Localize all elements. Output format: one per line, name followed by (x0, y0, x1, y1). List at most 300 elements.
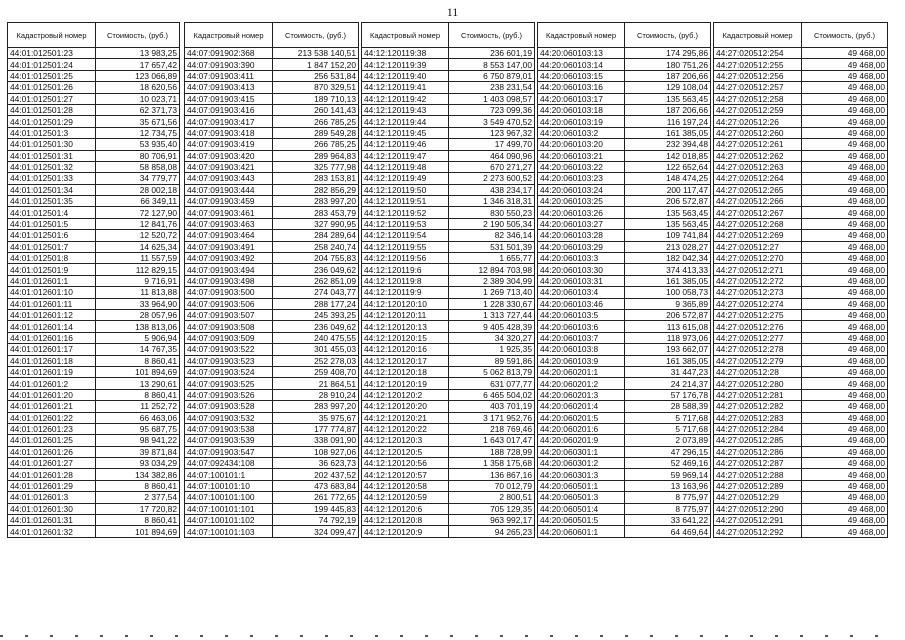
cadastral-number-cell: 44:20:060103:15 (538, 70, 625, 81)
table-row (8, 116, 180, 127)
cadastral-number-cell: 44:07:091902:368 (185, 48, 273, 59)
cadastral-number-cell: 44:12:120119:40 (362, 70, 449, 81)
table-row (538, 207, 711, 218)
footer-fragment (100, 635, 103, 637)
cadastral-number-cell: 44:01:012601:21 (8, 401, 96, 412)
cadastral-number-cell: 44:20:060501:3 (538, 492, 625, 503)
cadastral-number-cell: 44:12:120119:56 (362, 253, 449, 264)
column-header-number: Кадастровый номер (714, 23, 802, 48)
table-row (714, 184, 888, 195)
value-cell: 11 813,88 (96, 287, 180, 298)
cadastral-number-cell: 44:27:020512:275 (714, 309, 802, 320)
value-cell: 2 190 505,34 (449, 218, 535, 229)
value-cell: 206 572,87 (625, 309, 711, 320)
value-cell: 12 894 703,98 (449, 264, 535, 275)
value-cell: 57 176,78 (625, 389, 711, 400)
cadastral-number-cell: 44:27:020512:291 (714, 515, 802, 526)
table-row (362, 480, 535, 491)
cadastral-number-cell: 44:01:012601:30 (8, 503, 96, 514)
cadastral-number-cell: 44:27:020512:255 (714, 59, 802, 70)
value-cell: 1 346 318,31 (449, 196, 535, 207)
table-header-row (714, 23, 888, 48)
table-row (185, 298, 359, 309)
value-cell: 240 475,55 (273, 332, 359, 343)
cadastral-number-cell: 44:27:020512:281 (714, 389, 802, 400)
cadastral-number-cell: 44:27:020512:272 (714, 275, 802, 286)
cadastral-number-cell: 44:12:120120:8 (362, 515, 449, 526)
value-cell: 12 734,75 (96, 127, 180, 138)
value-cell: 123 066,89 (96, 70, 180, 81)
value-cell: 49 468,00 (802, 207, 888, 218)
value-cell: 49 468,00 (802, 70, 888, 81)
column-header-value: Стоимость, (руб.) (273, 23, 359, 48)
table-row (185, 196, 359, 207)
value-cell: 17 499,70 (449, 139, 535, 150)
cadastral-number-cell: 44:12:120119:6 (362, 264, 449, 275)
value-cell: 5 717,68 (625, 423, 711, 434)
value-cell: 5 062 813,79 (449, 366, 535, 377)
value-cell: 289 549,28 (273, 127, 359, 138)
table-row (362, 82, 535, 93)
table-row (538, 173, 711, 184)
value-cell: 66 349,11 (96, 196, 180, 207)
value-cell: 49 468,00 (802, 59, 888, 70)
table-row (714, 127, 888, 138)
table-row (185, 275, 359, 286)
table-row (8, 435, 180, 446)
value-cell: 49 468,00 (802, 48, 888, 59)
table-row (8, 389, 180, 400)
table-row (538, 401, 711, 412)
value-cell: 670 271,27 (449, 161, 535, 172)
value-cell: 49 468,00 (802, 287, 888, 298)
value-cell: 6 750 879,01 (449, 70, 535, 81)
cadastral-number-cell: 44:27:020512:269 (714, 230, 802, 241)
cadastral-number-cell: 44:01:012601:20 (8, 389, 96, 400)
cadastral-number-cell: 44:20:060501:1 (538, 480, 625, 491)
footer-fragment (700, 635, 703, 637)
value-cell: 218 769,46 (449, 423, 535, 434)
cadastral-number-cell: 44:01:012601:26 (8, 446, 96, 457)
table-row (362, 321, 535, 332)
cadastral-number-cell: 44:01:012501:35 (8, 196, 96, 207)
table-row (185, 378, 359, 389)
value-cell: 266 785,25 (273, 139, 359, 150)
cadastral-number-cell: 44:07:091903:526 (185, 389, 273, 400)
value-cell: 49 468,00 (802, 503, 888, 514)
cadastral-number-cell: 44:20:060103:19 (538, 116, 625, 127)
table-row (362, 298, 535, 309)
value-cell: 14 767,35 (96, 344, 180, 355)
value-cell: 72 127,90 (96, 207, 180, 218)
value-cell: 2 073,89 (625, 435, 711, 446)
table-row (8, 70, 180, 81)
table-row (362, 503, 535, 514)
value-cell: 82 346,14 (449, 230, 535, 241)
table-row (185, 48, 359, 59)
footer-fragment (875, 635, 878, 637)
value-cell: 49 468,00 (802, 196, 888, 207)
table-row (538, 480, 711, 491)
cadastral-number-cell: 44:12:120120:16 (362, 344, 449, 355)
table-row (185, 184, 359, 195)
value-cell: 301 455,03 (273, 344, 359, 355)
table-row (362, 378, 535, 389)
value-cell: 49 468,00 (802, 241, 888, 252)
cadastral-number-cell: 44:12:120120:9 (362, 526, 449, 537)
cadastral-number-cell: 44:20:060103:18 (538, 104, 625, 115)
footer-fragment (350, 635, 353, 637)
table-row (8, 127, 180, 138)
value-cell: 262 851,09 (273, 275, 359, 286)
value-cell: 3 171 952,76 (449, 412, 535, 423)
footer-fragment (425, 635, 428, 637)
value-cell: 89 591,86 (449, 355, 535, 366)
cadastral-number-cell: 44:27:020512:270 (714, 253, 802, 264)
footer-fragment (450, 635, 453, 637)
cadastral-number-cell: 44:27:020512:278 (714, 344, 802, 355)
table-row (714, 492, 888, 503)
table-row (8, 515, 180, 526)
cadastral-number-cell: 44:12:120119:51 (362, 196, 449, 207)
value-cell: 8 860,41 (96, 515, 180, 526)
value-cell: 245 393,25 (273, 309, 359, 320)
table-row (8, 82, 180, 93)
table-row (714, 389, 888, 400)
table-row (362, 515, 535, 526)
value-cell: 118 973,06 (625, 332, 711, 343)
footer-fragment (725, 635, 728, 637)
table-row (714, 116, 888, 127)
table-row (362, 423, 535, 434)
cadastral-number-cell: 44:12:120120:59 (362, 492, 449, 503)
table-row (714, 366, 888, 377)
value-cell: 94 265,23 (449, 526, 535, 537)
cadastral-number-cell: 44:07:091903:416 (185, 104, 273, 115)
table-row (714, 173, 888, 184)
cadastral-number-cell: 44:07:091903:507 (185, 309, 273, 320)
table-row (185, 230, 359, 241)
table-row (362, 173, 535, 184)
value-cell: 47 296,15 (625, 446, 711, 457)
value-cell: 631 077,77 (449, 378, 535, 389)
table-row (8, 503, 180, 514)
footer-fragment (125, 635, 128, 637)
table-row (362, 139, 535, 150)
table-row (538, 139, 711, 150)
table-row (362, 230, 535, 241)
value-cell: 53 935,40 (96, 139, 180, 150)
table-row (185, 389, 359, 400)
cadastral-number-cell: 44:20:060103:29 (538, 241, 625, 252)
value-cell: 49 468,00 (802, 446, 888, 457)
value-cell: 135 563,45 (625, 218, 711, 229)
value-cell: 116 197,24 (625, 116, 711, 127)
column-header-number: Кадастровый номер (8, 23, 96, 48)
value-cell: 236 049,62 (273, 264, 359, 275)
table-row (362, 161, 535, 172)
value-cell: 49 468,00 (802, 389, 888, 400)
table-header-row (185, 23, 359, 48)
table-row (538, 93, 711, 104)
cadastral-number-cell: 44:01:012501:34 (8, 184, 96, 195)
cadastral-number-cell: 44:07:091903:538 (185, 423, 273, 434)
footer-fragment (825, 635, 828, 637)
table-row (538, 264, 711, 275)
table-header-row (8, 23, 180, 48)
value-cell: 49 468,00 (802, 184, 888, 195)
column-header-number: Кадастровый номер (538, 23, 625, 48)
value-cell: 49 468,00 (802, 309, 888, 320)
table-row (8, 469, 180, 480)
cadastral-number-cell: 44:27:020512:262 (714, 150, 802, 161)
cadastral-number-cell: 44:01:012601:12 (8, 309, 96, 320)
cadastral-number-cell: 44:01:012501:26 (8, 82, 96, 93)
cadastral-number-cell: 44:07:091903:492 (185, 253, 273, 264)
cadastral-number-cell: 44:07:091903:528 (185, 401, 273, 412)
value-cell: 177 774,87 (273, 423, 359, 434)
cadastral-number-cell: 44:07:091903:411 (185, 70, 273, 81)
cadastral-number-cell: 44:20:060201:4 (538, 401, 625, 412)
cadastral-number-cell: 44:01:012601:11 (8, 298, 96, 309)
cadastral-number-cell: 44:01:012601:2 (8, 378, 96, 389)
cadastral-number-cell: 44:20:060103:26 (538, 207, 625, 218)
cadastral-number-cell: 44:01:012501:3 (8, 127, 96, 138)
value-cell: 49 468,00 (802, 515, 888, 526)
table-row (538, 321, 711, 332)
cadastral-number-cell: 44:01:012601:31 (8, 515, 96, 526)
cadastral-number-cell: 44:12:120119:41 (362, 82, 449, 93)
footer-fragment (550, 635, 553, 637)
value-cell: 49 468,00 (802, 104, 888, 115)
cadastral-number-cell: 44:20:060301:3 (538, 469, 625, 480)
cadastral-number-cell: 44:07:091903:525 (185, 378, 273, 389)
cadastral-number-cell: 44:27:020512:29 (714, 492, 802, 503)
table-row (538, 127, 711, 138)
value-cell: 136 867,16 (449, 469, 535, 480)
table-row (714, 82, 888, 93)
cadastral-number-cell: 44:20:060103:16 (538, 82, 625, 93)
cadastral-number-cell: 44:01:012601:32 (8, 526, 96, 537)
table-row (538, 48, 711, 59)
cadastral-number-cell: 44:07:091903:419 (185, 139, 273, 150)
value-cell: 123 967,32 (449, 127, 535, 138)
table-row (8, 309, 180, 320)
cadastral-number-cell: 44:27:020512:27 (714, 241, 802, 252)
table-row (185, 150, 359, 161)
footer-fragment (400, 635, 403, 637)
cadastral-number-cell: 44:01:012501:23 (8, 48, 96, 59)
table-row (714, 435, 888, 446)
value-cell: 28 002,18 (96, 184, 180, 195)
table-row (8, 139, 180, 150)
table-row (362, 264, 535, 275)
value-cell: 49 468,00 (802, 321, 888, 332)
value-cell: 135 563,45 (625, 207, 711, 218)
cadastral-number-cell: 44:07:100101:101 (185, 503, 273, 514)
value-cell: 1 655,77 (449, 253, 535, 264)
table-row (185, 355, 359, 366)
value-cell: 80 706,91 (96, 150, 180, 161)
table-row (185, 458, 359, 469)
footer-fragment (850, 635, 853, 637)
footer-fragment (75, 635, 78, 637)
cadastral-number-cell: 44:01:012501:24 (8, 59, 96, 70)
table-row (538, 366, 711, 377)
value-cell: 13 983,25 (96, 48, 180, 59)
table-row (8, 298, 180, 309)
cadastral-number-cell: 44:12:120119:47 (362, 150, 449, 161)
table-row (362, 287, 535, 298)
cadastral-number-cell: 44:20:060103:31 (538, 275, 625, 286)
table-row (714, 378, 888, 389)
cadastral-number-cell: 44:12:120120:22 (362, 423, 449, 434)
value-cell: 49 468,00 (802, 344, 888, 355)
cadastral-number-cell: 44:07:091903:522 (185, 344, 273, 355)
value-cell: 59 969,14 (625, 469, 711, 480)
cadastral-number-cell: 44:01:012501:5 (8, 218, 96, 229)
table-row (538, 287, 711, 298)
table-row (8, 492, 180, 503)
cadastral-number-cell: 44:20:060103:9 (538, 355, 625, 366)
value-cell: 49 468,00 (802, 469, 888, 480)
cadastral-number-cell: 44:27:020512:285 (714, 435, 802, 446)
cadastral-number-cell: 44:12:120120:10 (362, 298, 449, 309)
cadastral-number-cell: 44:27:020512:256 (714, 70, 802, 81)
value-cell: 12 520,72 (96, 230, 180, 241)
table-row (538, 515, 711, 526)
value-cell: 8 860,41 (96, 389, 180, 400)
cadastral-number-cell: 44:07:100101:10 (185, 480, 273, 491)
value-cell: 112 829,15 (96, 264, 180, 275)
value-cell: 49 468,00 (802, 401, 888, 412)
cadastral-number-cell: 44:27:020512:280 (714, 378, 802, 389)
table-row (714, 48, 888, 59)
cadastral-table-2 (184, 22, 359, 538)
cadastral-number-cell: 44:27:020512:260 (714, 127, 802, 138)
footer-fragment (150, 635, 153, 637)
value-cell: 52 469,16 (625, 458, 711, 469)
cadastral-number-cell: 44:20:060601:1 (538, 526, 625, 537)
value-cell: 122 652,64 (625, 161, 711, 172)
value-cell: 17 657,42 (96, 59, 180, 70)
cadastral-number-cell: 44:07:100101:102 (185, 515, 273, 526)
value-cell: 49 468,00 (802, 139, 888, 150)
value-cell: 49 468,00 (802, 230, 888, 241)
table-header-row (362, 23, 535, 48)
column-header-value: Стоимость, (руб.) (96, 23, 180, 48)
cadastral-number-cell: 44:27:020512:261 (714, 139, 802, 150)
value-cell: 182 042,34 (625, 253, 711, 264)
table-row (714, 241, 888, 252)
cadastral-number-cell: 44:27:020512:273 (714, 287, 802, 298)
value-cell: 473 683,84 (273, 480, 359, 491)
table-row (538, 298, 711, 309)
cadastral-number-cell: 44:07:091903:506 (185, 298, 273, 309)
table-row (185, 59, 359, 70)
table-row (362, 446, 535, 457)
table-row (714, 480, 888, 491)
footer-fragment (375, 635, 378, 637)
value-cell: 109 741,84 (625, 230, 711, 241)
value-cell: 49 468,00 (802, 298, 888, 309)
cadastral-number-cell: 44:07:091903:539 (185, 435, 273, 446)
value-cell: 8 860,41 (96, 480, 180, 491)
value-cell: 49 468,00 (802, 127, 888, 138)
table-row (8, 480, 180, 491)
cadastral-number-cell: 44:20:060201:3 (538, 389, 625, 400)
table-row (538, 253, 711, 264)
value-cell: 21 864,51 (273, 378, 359, 389)
table-row (8, 241, 180, 252)
table-row (714, 196, 888, 207)
value-cell: 11 557,59 (96, 253, 180, 264)
value-cell: 49 468,00 (802, 435, 888, 446)
table-row (185, 469, 359, 480)
cadastral-number-cell: 44:20:060103:2 (538, 127, 625, 138)
cadastral-number-cell: 44:07:100101:100 (185, 492, 273, 503)
table-row (538, 196, 711, 207)
value-cell: 256 531,84 (273, 70, 359, 81)
cadastral-number-cell: 44:07:091903:509 (185, 332, 273, 343)
value-cell: 199 445,83 (273, 503, 359, 514)
table-row (362, 127, 535, 138)
cadastral-number-cell: 44:01:012601:16 (8, 332, 96, 343)
cadastral-number-cell: 44:12:120120:6 (362, 503, 449, 514)
cadastral-number-cell: 44:12:120120:2 (362, 389, 449, 400)
value-cell: 374 413,33 (625, 264, 711, 275)
cadastral-number-cell: 44:27:020512:264 (714, 173, 802, 184)
table-row (8, 412, 180, 423)
cadastral-number-cell: 44:07:100101:103 (185, 526, 273, 537)
table-row (538, 435, 711, 446)
footer-fragment (525, 635, 528, 637)
footer-fragment (175, 635, 178, 637)
cadastral-number-cell: 44:07:091903:413 (185, 82, 273, 93)
cadastral-number-cell: 44:01:012601:29 (8, 480, 96, 491)
value-cell: 14 625,34 (96, 241, 180, 252)
cadastral-number-cell: 44:27:020512:263 (714, 161, 802, 172)
table-row (714, 458, 888, 469)
value-cell: 283 997,20 (273, 196, 359, 207)
cadastral-number-cell: 44:12:120119:48 (362, 161, 449, 172)
cadastral-number-cell: 44:12:120119:38 (362, 48, 449, 59)
table-row (538, 526, 711, 537)
cadastral-number-cell: 44:12:120120:21 (362, 412, 449, 423)
value-cell: 174 295,86 (625, 48, 711, 59)
value-cell: 33 964,90 (96, 298, 180, 309)
table-row (362, 389, 535, 400)
table-row (714, 70, 888, 81)
value-cell: 93 034,29 (96, 458, 180, 469)
cadastral-number-cell: 44:01:012501:29 (8, 116, 96, 127)
value-cell: 100 058,73 (625, 287, 711, 298)
cadastral-number-cell: 44:20:060103:8 (538, 344, 625, 355)
value-cell: 260 141,43 (273, 104, 359, 115)
value-cell: 161 385,05 (625, 127, 711, 138)
table-row (185, 264, 359, 275)
value-cell: 36 623,73 (273, 458, 359, 469)
table-row (538, 469, 711, 480)
cadastral-table-1 (7, 22, 180, 538)
table-row (538, 309, 711, 320)
table-row (538, 241, 711, 252)
table-row (185, 93, 359, 104)
table-row (185, 173, 359, 184)
table-row (185, 207, 359, 218)
value-cell: 49 468,00 (802, 218, 888, 229)
cadastral-number-cell: 44:27:020512:277 (714, 332, 802, 343)
